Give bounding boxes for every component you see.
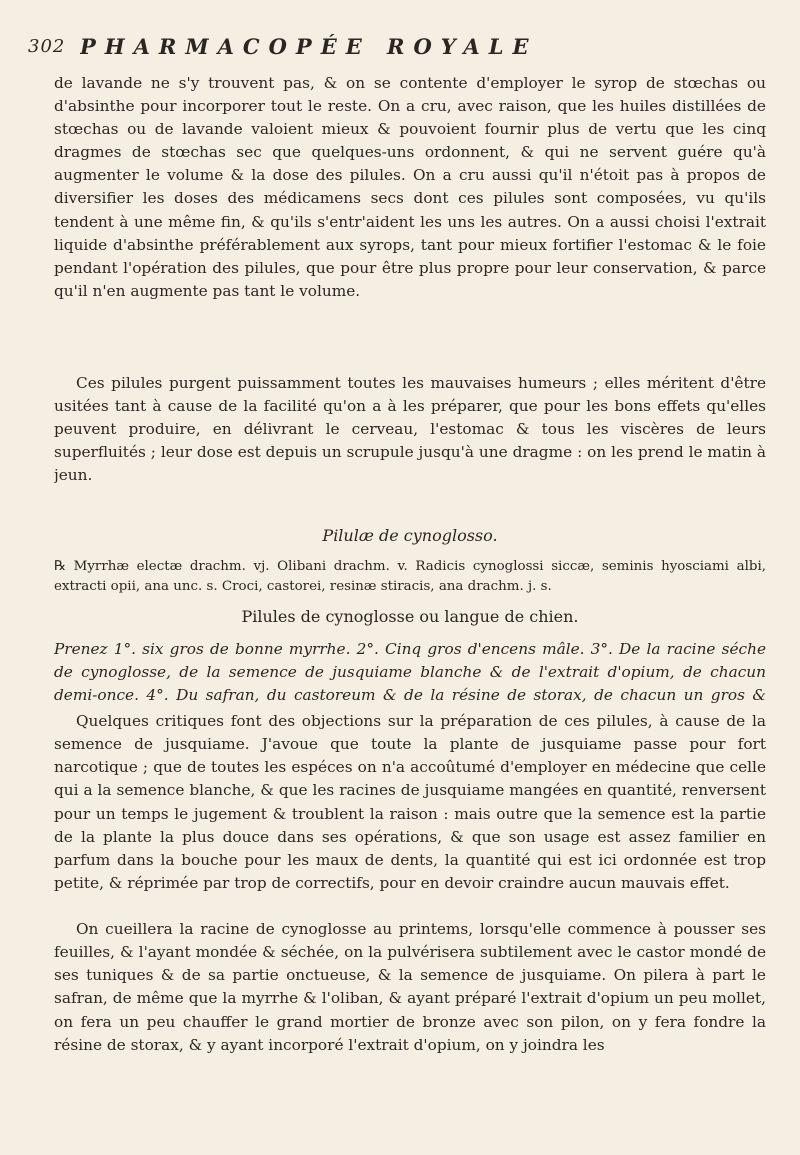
recipe-latin-title: Pilulæ de cynoglosso. bbox=[322, 526, 498, 545]
paragraph-critiques: Quelques critiques font des objections sur la préparation de ces pilules, à cause de la semence de jusquiame. J'avoue que toute la plante de jusquiame passe pour fort narcotique ; que de toutes les espéces on n'a accoûtumé d'employer en médecine que celle qui a la semence blanche, & que les racines de jusquiame mangées en quantité, renversent pour un temps le jugement & troublent la raison : mais outre que la semence est la partie de la plante la plus douce dans ses opérations, & que son usage est assez familier en parfum dans la bouche pour les maux de dents, la quantité qui est ici ordonnée est trop petite, & réprimée par trop de correctifs, pour en devoir craindre aucun mauvais effet. bbox=[54, 712, 766, 892]
page-header bbox=[28, 34, 768, 68]
recipe-french-title: Pilules de cynoglosse ou langue de chien. bbox=[241, 607, 579, 627]
paragraph-effects: Ces pilules purgent puissamment toutes les mauvaises humeurs ; elles méritent d'être usitées tant à cause de la facilité qu'on a à les préparer, que pour les bons effets qu'elles peuvent produire, en délivrant le cerveau, l'estomac & tous les viscères de leurs superfluités ; leur dose est depuis un scrupule jusqu'à une dragme : on les prend le matin à jeun. bbox=[54, 374, 766, 485]
recipe-latin-formula: ℞ Myrrhæ electæ drachm. vj. Olibani drachm. v. Radicis cynoglossi siccæ, seminis hyosciami albi, extracti opii, ana unc. s. Croci, castorei, resinæ stiracis, ana drachm. j. s. bbox=[54, 559, 766, 595]
paragraph-preparation: On cueillera la racine de cynoglosse au printems, lorsqu'elle commence à pousser ses feuilles, & l'ayant mondée & séchée, on la pulvérisera subtilement avec le castor mondé de ses tuniques & de sa partie onctueuse, & la semence de jusquiame. On pilera à part le safran, de même que la myrrhe & l'oliban, & ayant préparé l'extrait d'opium un peu mollet, on fera un peu chauffer le grand mortier de bronze avec son pilon, on y fera fondre la résine de storax, & y ayant incorporé l'extrait d'opium, on y joindra les bbox=[54, 920, 766, 1054]
recipe-instructions: Prenez 1°. six gros de bonne myrrhe. 2°. Cinq gros d'encens mâle. 3°. De la racine séche de cynoglosse, de la semence de jusquiame blanche & de l'extrait d'opium, de chacun demi-once. 4°. Du safran, du castoreum & de la résine de storax, de chacun un gros & bbox=[54, 640, 766, 705]
paragraph-continuation: de lavande ne s'y trouvent pas, & on se contente d'employer le syrop de stœchas ou d'absinthe pour incorporer tout le reste. On a cru, avec raison, que les huiles distillées de stœchas ou de lavande valoient mieux & pouvoient fournir plus de vertu que les cinq dragmes de stœchas sec que quelques-uns ordonnent, & qui ne servent guére qu'à augmenter le volume & la dose des pilules. On a cru aussi qu'il n'étoit pas à propos de diversifier les doses des médicamens secs dont ces pilules sont composées, vu qu'ils tendent à une même fin, & qu'ils s'entr'aident les uns les autres. On a aussi choisi l'extrait liquide d'absinthe préférablement aux syrops, tant pour mieux fortifier l'estomac & le foie pendant l'opération des pilules, que pour être plus propre pour leur conservation, & parce qu'il n'en augmente pas tant le volume. bbox=[54, 74, 766, 300]
running-title: PHARMACOPÉE ROYALE bbox=[80, 34, 538, 59]
page-text bbox=[54, 72, 766, 1090]
page-number: 302 bbox=[28, 36, 66, 57]
